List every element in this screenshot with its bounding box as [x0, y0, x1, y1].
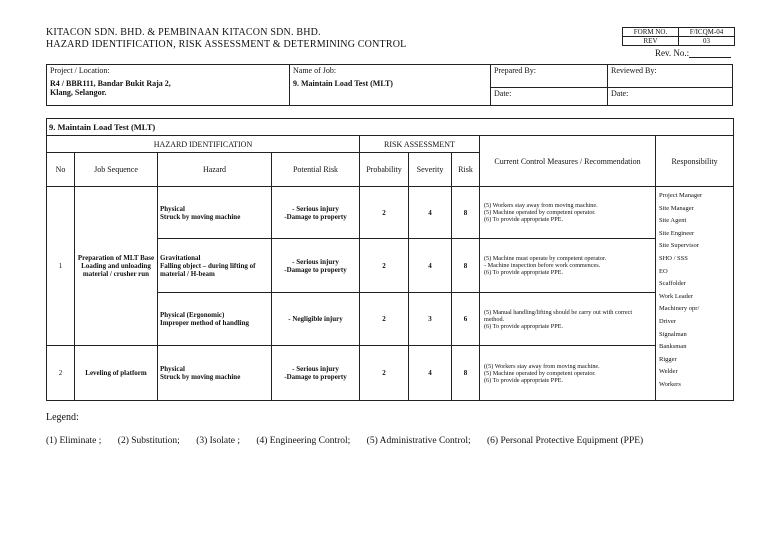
- project-value-2: Klang, Selangor.: [50, 88, 107, 97]
- document-header: [46, 27, 406, 51]
- control-measures-cell: [480, 293, 656, 346]
- potential-risk-1: - Serious injury: [292, 204, 339, 213]
- hazard-desc: Falling object – during lifting of material / H-beam: [160, 261, 256, 278]
- responsibility-list: [656, 187, 734, 401]
- responsibility-item: Site Supervisor: [659, 242, 699, 250]
- group-header-hazard: HAZARD IDENTIFICATION: [47, 136, 360, 153]
- group-header-risk: RISK ASSESSMENT: [360, 136, 480, 153]
- legend-title: Legend:: [46, 412, 79, 423]
- project-info-table: [46, 64, 733, 106]
- row-job-sequence: Leveling of platform: [75, 346, 158, 401]
- potential-risk-1: - Negligible injury: [288, 315, 343, 323]
- responsibility-item: Scaffolder: [659, 280, 686, 288]
- control-line: - Machine inspection before work commences.: [484, 262, 601, 269]
- probability-value: 2: [360, 346, 409, 401]
- prepared-date-label: Date:: [491, 87, 608, 105]
- prepared-by-label: Prepared By:: [491, 65, 608, 88]
- hazard-cell: [158, 187, 272, 239]
- legend-item: (2) Substitution;: [117, 436, 180, 446]
- legend-item: (6) Personal Protective Equipment (PPE): [487, 436, 644, 446]
- company-name: KITACON SDN. BHD. & PEMBINAAN KITACON SDN. BHD.: [46, 27, 321, 38]
- reviewed-date-label: Date:: [608, 87, 733, 105]
- header-control-measures: Current Control Measures / Recommendation: [480, 136, 656, 187]
- form-no-label: FORM NO.: [623, 28, 679, 37]
- severity-value: 4: [409, 187, 452, 239]
- hazard-type: Physical (Ergonomic): [160, 311, 225, 319]
- control-line: (6) To provide appropriate PPE.: [484, 269, 564, 276]
- control-line: (5) Machine operated by competent operator.: [484, 209, 596, 216]
- responsibility-item: Site Agent: [659, 217, 687, 225]
- potential-risk-2: -Damage to property: [284, 373, 347, 381]
- rev-value: 03: [679, 37, 735, 46]
- control-line: (5) Machine must operate by competent operator.: [484, 255, 607, 262]
- hazard-cell: [158, 293, 272, 346]
- rev-no-blank: [689, 49, 731, 58]
- hazard-desc: Struck by moving machine: [160, 212, 241, 221]
- probability-value: 2: [360, 187, 409, 239]
- responsibility-item: Signalman: [659, 330, 687, 338]
- revision-number: [655, 48, 731, 58]
- potential-risk-cell: [272, 187, 360, 239]
- project-value-1: R4 / BBR111, Bandar Bukit Raja 2,: [50, 79, 171, 88]
- potential-risk-cell: [272, 346, 360, 401]
- control-line: ((5) Workers stay away from moving machine.: [484, 362, 600, 370]
- table-row: [47, 346, 734, 401]
- form-number-box: [622, 27, 735, 46]
- legend-item: (4) Engineering Control;: [256, 436, 351, 446]
- header-hazard: Hazard: [158, 153, 272, 187]
- responsibility-item: Site Manager: [659, 204, 694, 212]
- control-measures-cell: [480, 187, 656, 239]
- responsibility-item: Workers: [659, 380, 681, 388]
- project-cell: [47, 65, 290, 106]
- project-label: Project / Location:: [50, 66, 110, 75]
- header-no: No: [47, 153, 75, 187]
- risk-value: 8: [452, 346, 480, 401]
- severity-value: 3: [409, 293, 452, 346]
- rev-no-label: Rev. No.:: [655, 48, 690, 58]
- severity-value: 4: [409, 346, 452, 401]
- potential-risk-1: - Serious injury: [292, 257, 339, 266]
- risk-value: 8: [452, 187, 480, 239]
- control-line: (6) To provide appropriate PPE.: [484, 216, 564, 223]
- control-line: (5) Machine operated by competent operator.: [484, 369, 596, 377]
- probability-value: 2: [360, 239, 409, 293]
- potential-risk-cell: [272, 239, 360, 293]
- control-line: (5) Workers stay away from moving machine.: [484, 202, 598, 209]
- responsibility-item: Banksman: [659, 343, 687, 351]
- responsibility-item: Machinery opr/: [659, 305, 700, 313]
- legend-item: (5) Administrative Control;: [366, 436, 471, 446]
- legend-item: (1) Eliminate ;: [46, 436, 102, 446]
- responsibility-item: Driver: [659, 317, 676, 325]
- responsibility-item: Project Manager: [659, 192, 703, 199]
- rev-label: REV: [623, 37, 679, 46]
- hazard-cell: [158, 239, 272, 293]
- document-title: HAZARD IDENTIFICATION, RISK ASSESSMENT & DETERMINING CONTROL: [46, 39, 407, 50]
- responsibility-item: Welder: [659, 368, 678, 376]
- hazard-type: Physical: [160, 365, 185, 373]
- hazard-table: [46, 118, 734, 401]
- hazard-type: Gravitational: [160, 253, 201, 262]
- responsibility-item: Work Leader: [659, 292, 693, 300]
- header-severity: Severity: [409, 153, 452, 187]
- legend-list: [46, 436, 657, 446]
- responsibility-item: Rigger: [659, 355, 677, 363]
- row-no: 1: [47, 187, 75, 346]
- header-probability: Probability: [360, 153, 409, 187]
- control-measures-cell: [480, 346, 656, 401]
- hazard-desc: Improper method of handling: [160, 319, 250, 327]
- header-job-sequence: Job Sequence: [75, 153, 158, 187]
- hazard-desc: Struck by moving machine: [160, 373, 241, 381]
- header-risk: Risk: [452, 153, 480, 187]
- risk-value: 6: [452, 293, 480, 346]
- risk-value: 8: [452, 239, 480, 293]
- potential-risk-cell: [272, 293, 360, 346]
- potential-risk-2: -Damage to property: [284, 265, 347, 274]
- potential-risk-2: -Damage to property: [284, 212, 347, 221]
- legend-item: (3) Isolate ;: [196, 436, 240, 446]
- reviewed-by-label: Reviewed By:: [608, 65, 733, 88]
- control-line: (5) Manual handling/lifting should be carry out with correct method.: [484, 308, 633, 323]
- potential-risk-1: - Serious injury: [292, 365, 339, 373]
- hazard-cell: [158, 346, 272, 401]
- responsibility-item: SHO / SSS: [659, 254, 688, 262]
- table-row: [47, 187, 734, 239]
- row-no: 2: [47, 346, 75, 401]
- probability-value: 2: [360, 293, 409, 346]
- hazard-type: Physical: [160, 204, 185, 213]
- control-line: (6) To provide appropriate PPE.: [484, 322, 564, 330]
- row-job-sequence: Preparation of MLT Base Loading and unloading material / crusher run: [75, 187, 158, 346]
- header-potential-risk: Potential Risk: [272, 153, 360, 187]
- responsibility-item: EO: [659, 267, 668, 275]
- header-responsibility: Responsibility: [656, 136, 734, 187]
- control-line: (6) To provide appropriate PPE.: [484, 376, 564, 384]
- control-measures-cell: [480, 239, 656, 293]
- job-label: Name of Job:: [293, 66, 337, 75]
- job-cell: [290, 65, 491, 106]
- responsibility-item: Site Engineer: [659, 229, 695, 237]
- form-no-value: F/ICQM-04: [679, 28, 735, 37]
- severity-value: 4: [409, 239, 452, 293]
- section-title: 9. Maintain Load Test (MLT): [47, 119, 734, 136]
- job-value: 9. Maintain Load Test (MLT): [293, 79, 393, 88]
